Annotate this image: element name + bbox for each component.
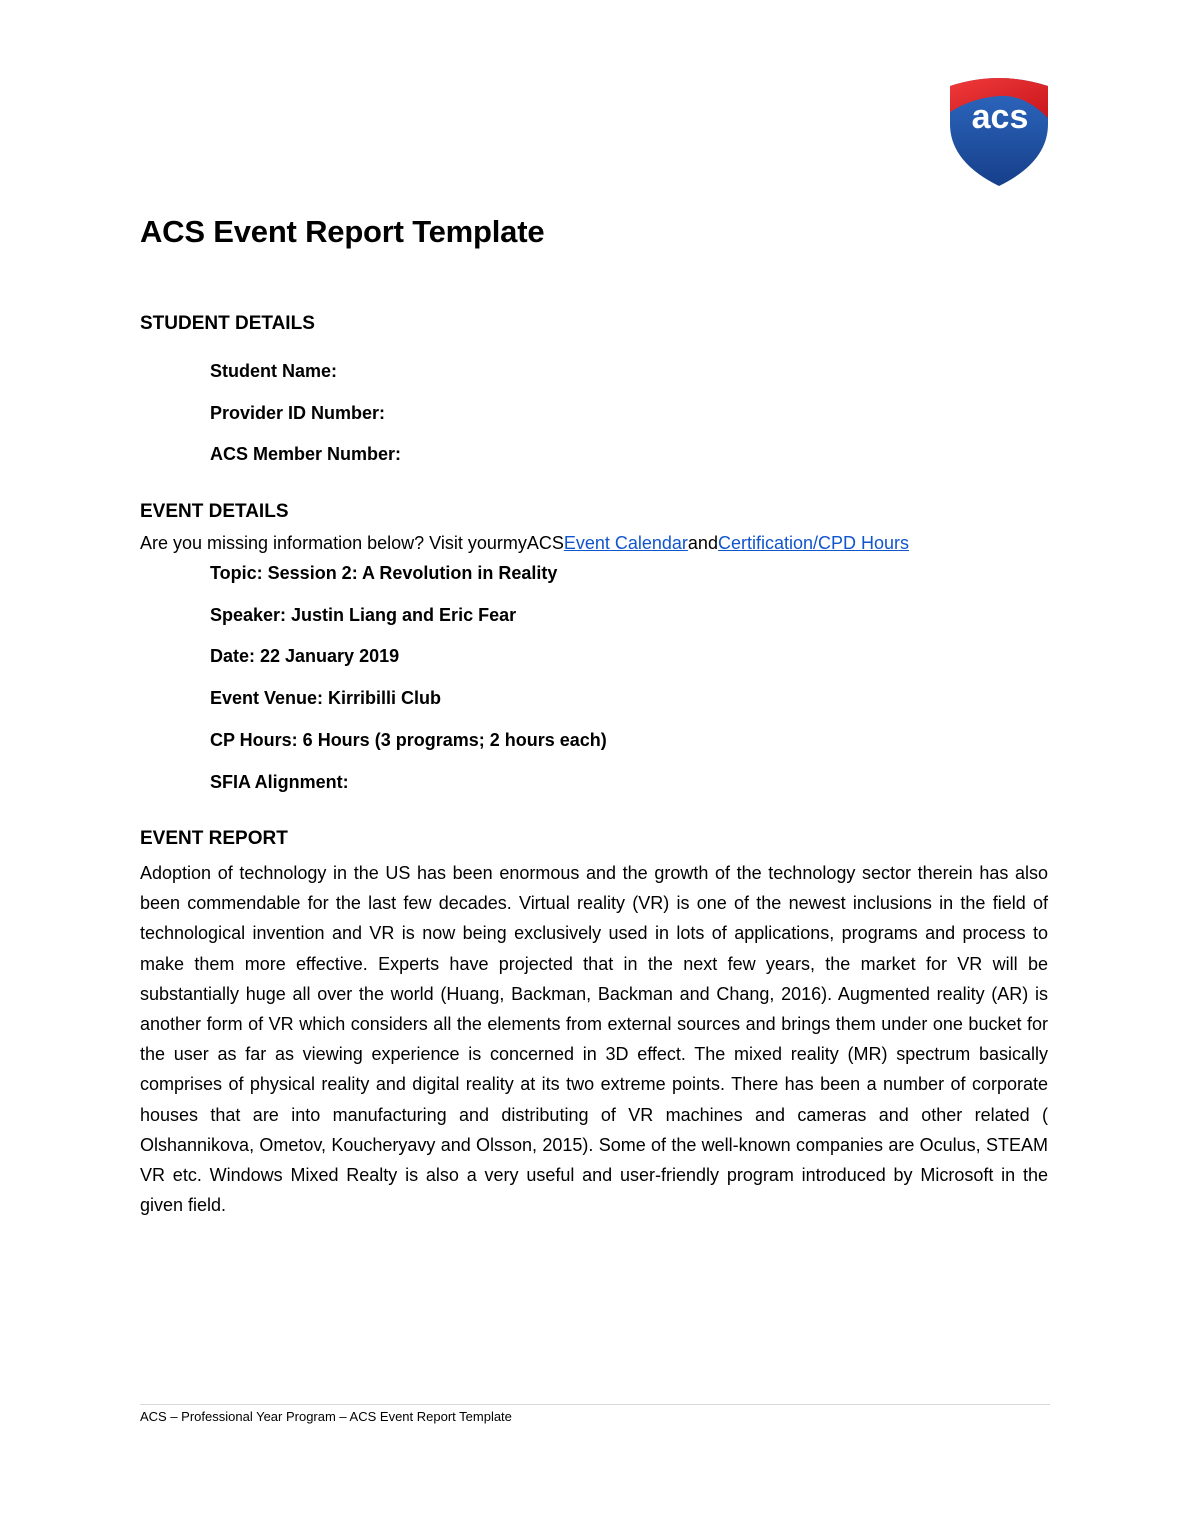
event-speaker: Speaker: Justin Liang and Eric Fear (210, 605, 517, 625)
notice-prefix: Are you missing information below? Visit yourmyACS (140, 533, 564, 553)
acs-logo (946, 68, 1052, 188)
event-report-body: Adoption of technology in the US has been enormous and the growth of the technology sector therein has also been commendable for the last few decades. Virtual reality (VR) is one of the newest inclusions in the field of technological invention and VR is now being exclusively used in lots of applications, programs and process to make them more effective. Experts have projected that in the next few years, the market for VR will be substantially huge all over the world (Huang, Backman, Backman and Chang, 2016). Augmented reality (AR) is another form of VR which considers all the elements from external sources and brings them under one bucket for the user as far as viewing experience is concerned in 3D effect. The mixed reality (MR) spectrum basically comprises of physical reality and digital reality at its two extreme points. There has been a number of corporate houses that are into manufacturing and distributing of VR machines and cameras and other related ( Olshannikova, Ometov, Koucheryavy and Olsson, 2015). Some of the well-known companies are Oculus, STEAM VR etc. Windows Mixed Realty is also a very useful and user-friendly program introduced by Microsoft in the given field. (140, 863, 1048, 1216)
missing-info-notice (140, 533, 909, 554)
event-details-heading: EVENT DETAILS (140, 501, 289, 522)
cpd-hours-link[interactable]: Certification/CPD Hours (717, 533, 910, 553)
event-topic: Topic: Session 2: A Revolution in Reality (210, 563, 558, 583)
page-title: ACS Event Report Template (140, 214, 545, 249)
notice-and: and (687, 533, 718, 553)
acs-member-number-label: ACS Member Number: (210, 444, 402, 464)
event-calendar-link[interactable]: Event Calendar (563, 533, 688, 553)
footer-text: ACS – Professional Year Program – ACS Event Report Template (140, 1409, 512, 1424)
event-venue: Event Venue: Kirribilli Club (210, 688, 442, 708)
logo-text: acs (971, 98, 1029, 136)
student-name-label: Student Name: (210, 361, 338, 381)
event-date: Date: 22 January 2019 (210, 646, 400, 666)
provider-id-label: Provider ID Number: (210, 403, 386, 423)
event-cp-hours: CP Hours: 6 Hours (3 programs; 2 hours each) (210, 730, 607, 750)
footer-divider (140, 1404, 1050, 1405)
event-report-heading: EVENT REPORT (140, 828, 288, 849)
event-sfia-alignment: SFIA Alignment: (210, 772, 349, 792)
student-details-heading: STUDENT DETAILS (140, 313, 315, 334)
